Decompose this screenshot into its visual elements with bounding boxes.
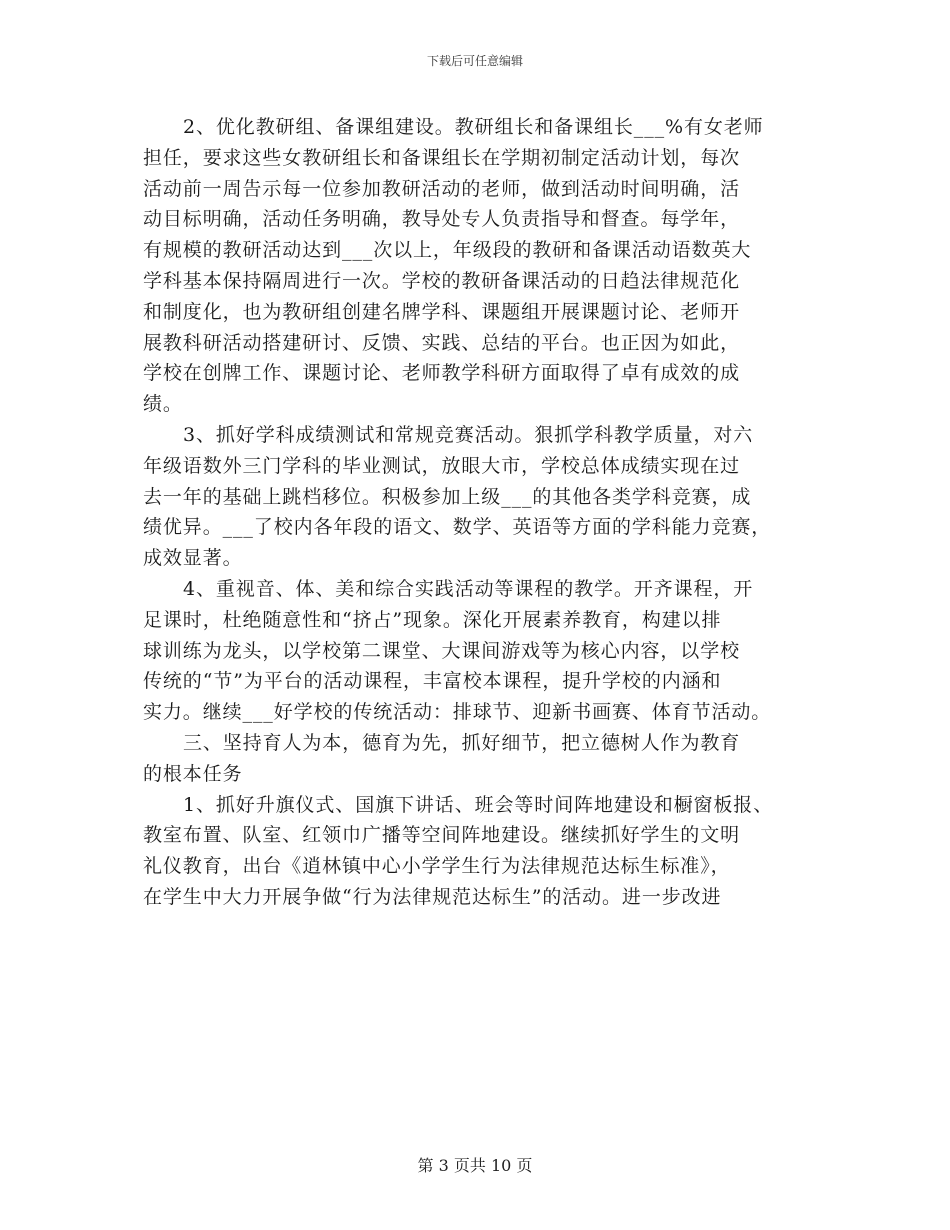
text-line: 活动前一周告示每一位参加教研活动的老师，做到活动时间明确，活 — [143, 177, 741, 200]
text-line: 传统的“节”为平台的活动课程，丰富校本课程，提升学校的内涵和 — [143, 670, 722, 693]
text-line: 实力。继续___好学校的传统活动：排球节、迎新书画赛、体育节活动。 — [143, 701, 772, 724]
paragraph-teaching-groups — [143, 112, 815, 420]
text-line: 足课时，杜绝随意性和“挤占”现象。深化开展素养教育，构建以排 — [143, 608, 722, 631]
text-line: 在学生中大力开展争做“行为法律规范达标生”的活动。进一步改进 — [143, 885, 722, 908]
text-line: 去一年的基础上跳档移位。积极参加上级___的其他各类学科竞赛，成 — [143, 485, 752, 508]
text-line: 4、重视音、体、美和综合实践活动等课程的教学。开齐课程，开 — [183, 577, 754, 600]
text-line: 礼仪教育，出台《逍林镇中心小学学生行为法律规范达标生标准》， — [143, 855, 731, 878]
section-heading-moral-education — [143, 728, 815, 790]
paragraph-flag-ceremony — [143, 790, 815, 913]
page-header: 下载后可任意编辑 — [426, 54, 523, 68]
text-line: 学校在创牌工作、课题讨论、老师教学科研方面取得了卓有成效的成 — [143, 362, 741, 385]
text-line: 年级语数外三门学科的毕业测试，放眼大市，学校总体成绩实现在过 — [143, 454, 741, 477]
text-line: 有规模的教研活动达到___次以上，年级段的教研和备课活动语数英大 — [143, 239, 752, 262]
text-line: 三、坚持育人为本，德育为先，抓好细节，把立德树人作为教育 — [183, 731, 741, 754]
text-line: 绩。 — [143, 393, 183, 416]
text-line: 3、抓好学科成绩测试和常规竞赛活动。狠抓学科教学质量，对六 — [183, 423, 754, 446]
text-line: 的根本任务 — [143, 762, 243, 785]
text-line: 动目标明确，活动任务明确，教导处专人负责指导和督查。每学年， — [143, 208, 741, 231]
document-body — [143, 112, 815, 913]
text-line: 和制度化，也为教研组创建名牌学科、课题组开展课题讨论、老师开 — [143, 300, 741, 323]
text-line: 成效显著。 — [143, 547, 243, 570]
paragraph-testing-competitions — [143, 420, 815, 574]
text-line: 学科基本保持隔周进行一次。学校的教研备课活动的日趋法律规范化 — [143, 269, 741, 292]
text-line: 2、优化教研组、备课组建设。教研组长和备课组长___%有女老师 — [183, 116, 764, 138]
page-number-footer: 第 3 页共 10 页 — [417, 1156, 533, 1175]
text-line: 1、抓好升旗仪式、国旗下讲话、班会等时间阵地建设和橱窗板报、 — [183, 793, 774, 816]
paragraph-arts-sports — [143, 574, 815, 728]
text-line: 担任，要求这些女教研组长和备课组长在学期初制定活动计划，每次 — [143, 146, 741, 169]
text-line: 绩优异。___了校内各年段的语文、数学、英语等方面的学科能力竞赛， — [143, 516, 772, 539]
text-line: 展教科研活动搭建研讨、反馈、实践、总结的平台。也正因为如此， — [143, 331, 741, 354]
text-line: 球训练为龙头，以学校第二课堂、大课间游戏等为核心内容，以学校 — [143, 639, 741, 662]
text-line: 教室布置、队室、红领巾广播等空间阵地建设。继续抓好学生的文明 — [143, 824, 741, 847]
